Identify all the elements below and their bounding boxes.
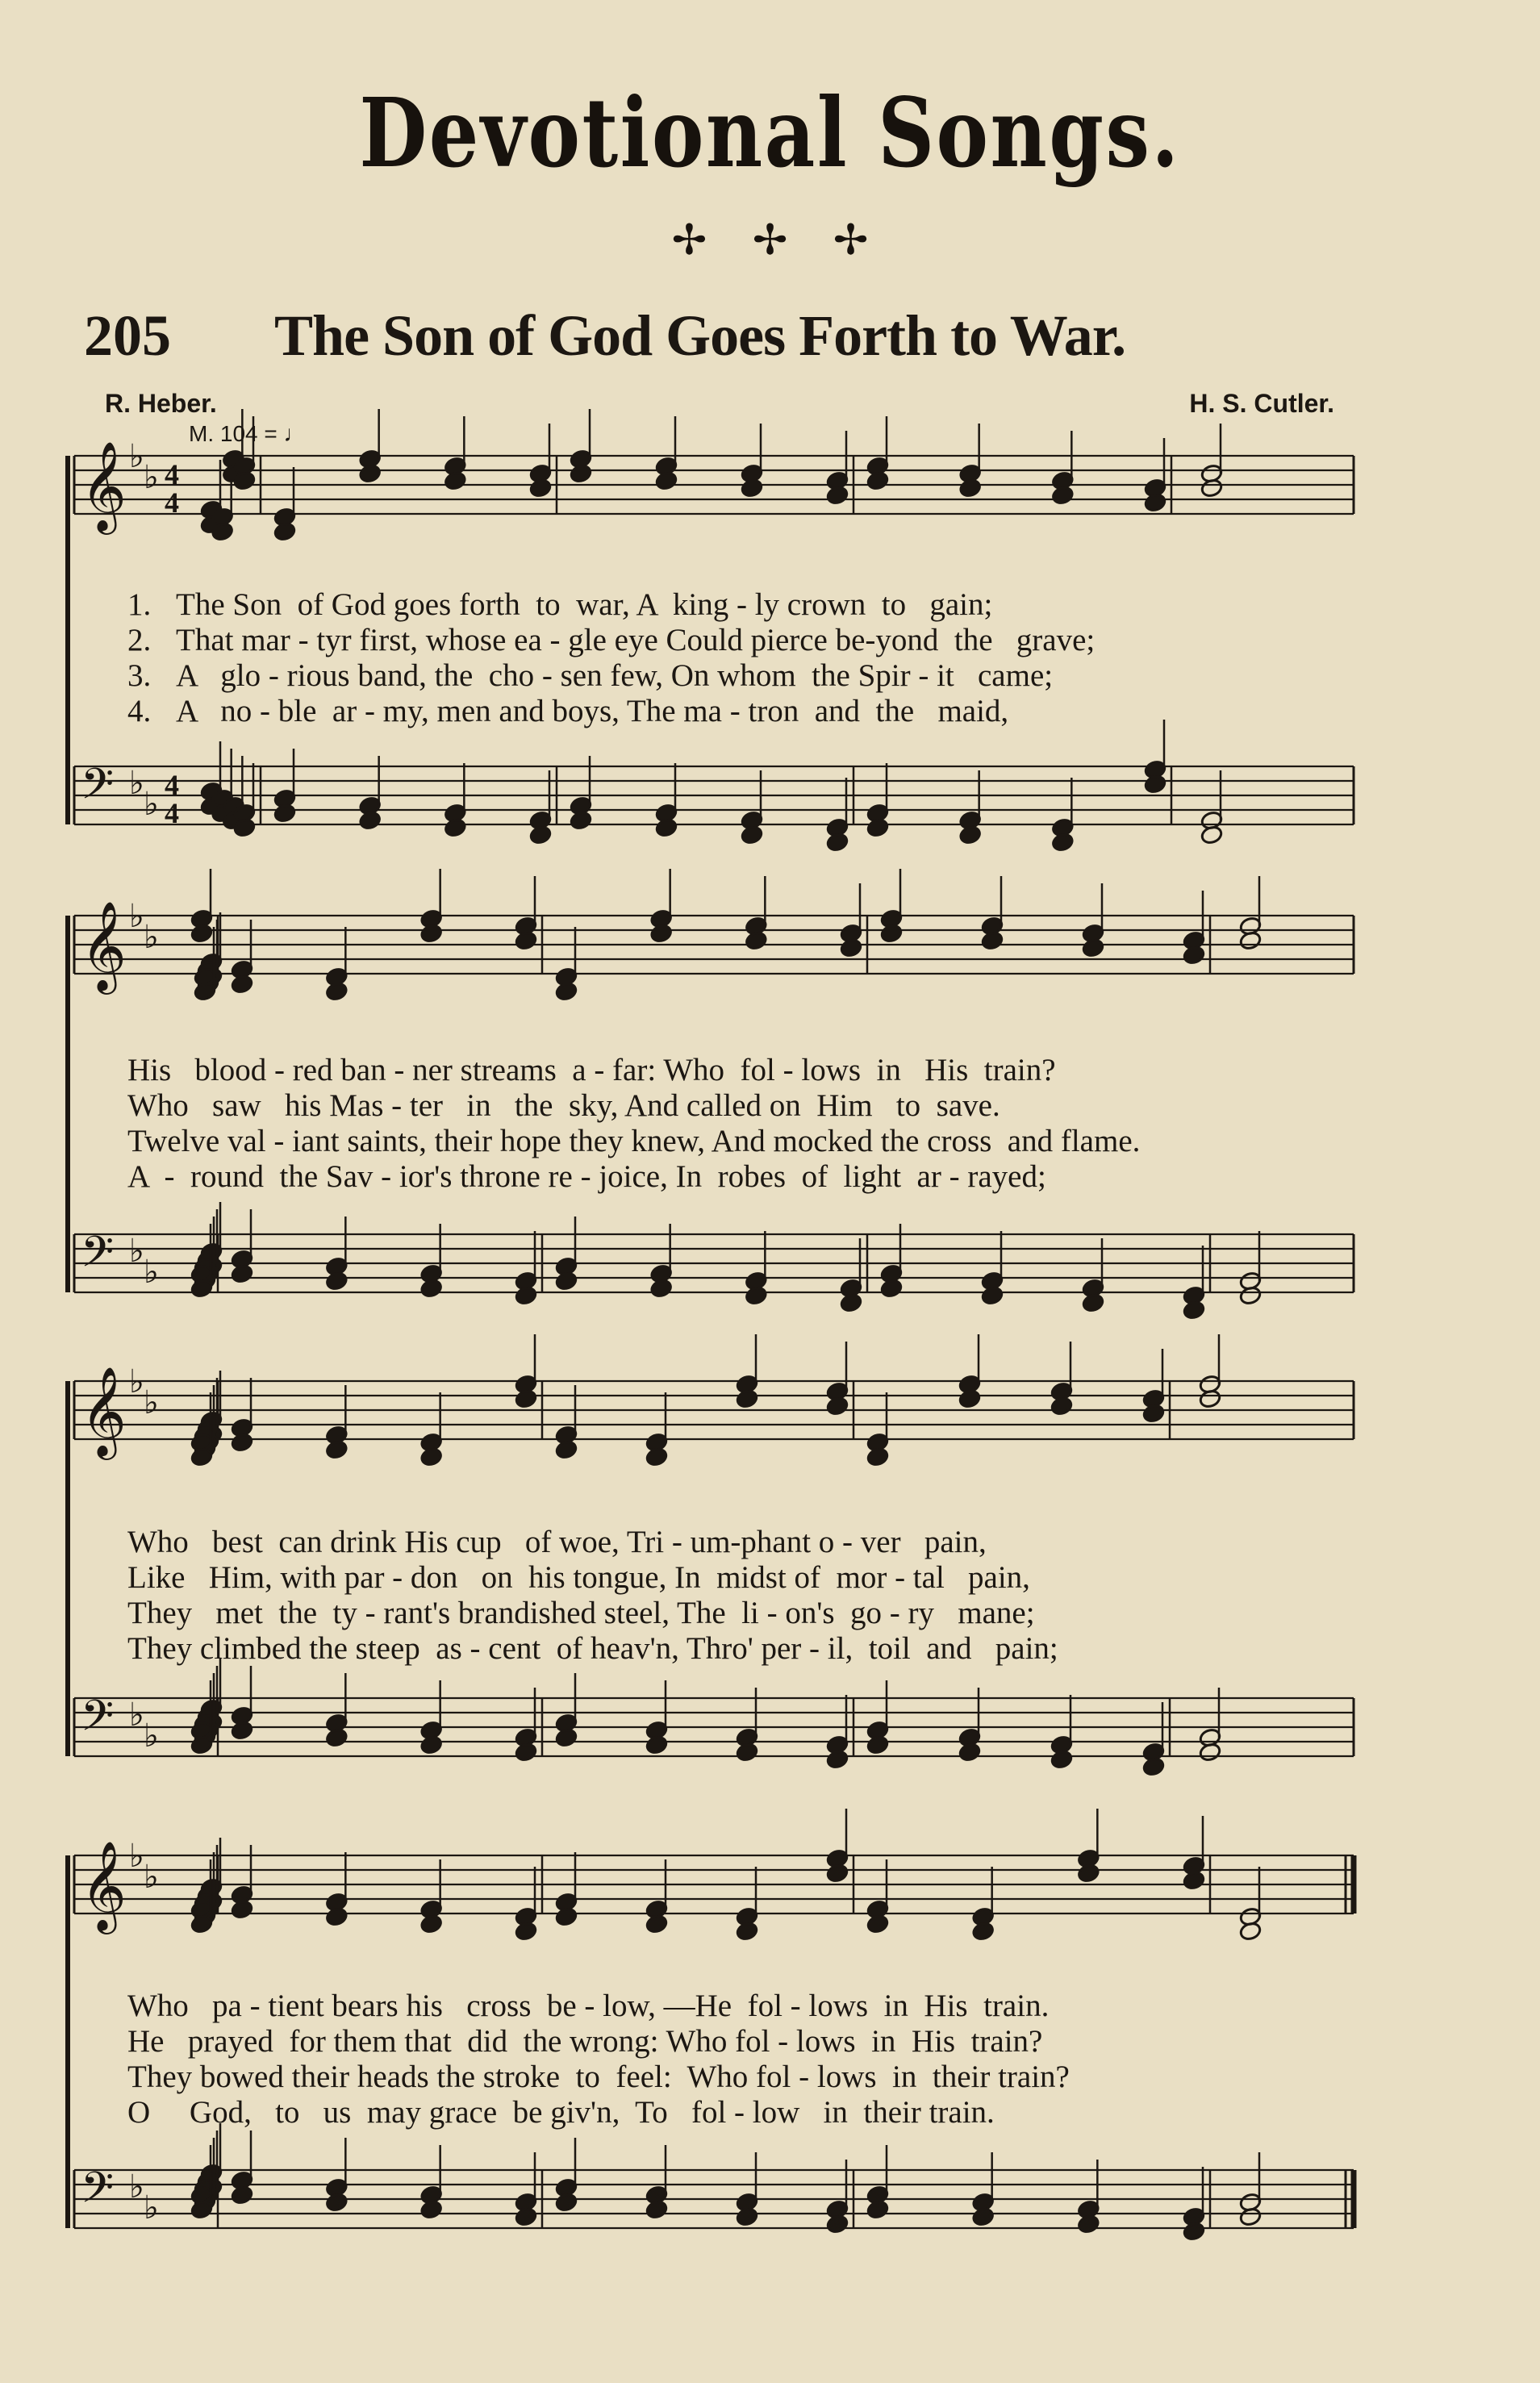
note-head: [419, 923, 443, 943]
note-head: [866, 470, 890, 490]
treble-clef-icon: 𝄞: [81, 1840, 127, 1930]
note-head: [645, 1913, 669, 1934]
note-head: [419, 2199, 443, 2219]
flat-icon: ♭: [129, 438, 144, 475]
note-head: [555, 981, 578, 1001]
note-head: [1183, 1870, 1206, 1890]
lyric-line: [127, 1631, 1338, 1667]
note-head: [971, 1921, 995, 1941]
note-head: [419, 1913, 443, 1934]
flat-icon: ♭: [144, 2189, 159, 2226]
stanza-number: 4.: [127, 694, 152, 728]
note-head: [555, 2192, 578, 2212]
note-head: [958, 478, 982, 498]
note-head: [741, 824, 764, 845]
note-head: [866, 2199, 890, 2219]
note-head: [231, 2185, 254, 2205]
flat-icon: ♭: [129, 1233, 144, 1270]
note-head: [1077, 2214, 1100, 2234]
note-head: [1077, 1863, 1100, 1883]
note-head: [880, 1278, 904, 1298]
note-head: [880, 923, 904, 943]
note-head: [645, 1734, 669, 1755]
note-head: [958, 824, 982, 845]
note-head: [1199, 1388, 1222, 1409]
treble-clef-icon: 𝄞: [81, 900, 127, 991]
note-head: [231, 1263, 254, 1283]
lyric-text: He prayed for them that did the wrong: Who fol - lows in His train?: [127, 2024, 1043, 2059]
note-head: [570, 463, 593, 483]
note-head: [555, 1727, 578, 1747]
note-head: [1051, 832, 1075, 852]
flat-icon: ♭: [129, 1363, 144, 1400]
note-head: [273, 803, 297, 823]
bass-clef-icon: 𝄢: [81, 1228, 115, 1287]
note-head: [840, 937, 863, 958]
note-head: [190, 923, 214, 943]
note-head: [1199, 1742, 1222, 1762]
flat-icon: ♭: [129, 898, 144, 935]
lyricist-credit: R. Heber.: [105, 389, 217, 418]
lyric-line: [127, 1596, 1338, 1631]
stanza-number: 1.: [127, 587, 152, 622]
note-head: [325, 1439, 348, 1459]
note-head: [1183, 945, 1206, 965]
tempo-marking: M. 104 = ♩: [189, 421, 307, 446]
note-head: [655, 470, 678, 490]
note-head: [826, 832, 849, 852]
time-signature: 4: [165, 458, 179, 490]
note-head: [866, 1446, 890, 1467]
note-head: [649, 1278, 673, 1298]
lyric-text: Who best can drink His cup of woe, Tri - um-phant o - ver pain,: [127, 1525, 987, 1559]
bass-clef-icon: 𝄢: [81, 760, 115, 820]
note-head: [515, 1388, 538, 1409]
time-signature: 4: [165, 769, 179, 801]
note-head: [826, 485, 849, 505]
note-head: [1239, 1285, 1262, 1305]
note-head: [981, 930, 1004, 950]
note-head: [1239, 2206, 1262, 2226]
note-head: [971, 2206, 995, 2226]
note-head: [231, 1432, 254, 1452]
note-head: [958, 1742, 982, 1762]
ornament-row: ✢ ✢ ✢: [671, 216, 869, 265]
note-head: [1050, 1396, 1074, 1416]
note-head: [1082, 1292, 1105, 1313]
note-head: [736, 1742, 759, 1762]
note-head: [555, 1439, 578, 1459]
note-head: [325, 1906, 348, 1926]
lyric-line: [127, 658, 1338, 694]
note-head: [1200, 824, 1224, 845]
stanza-number: 3.: [127, 658, 152, 693]
note-head: [325, 981, 348, 1001]
note-head: [1144, 492, 1167, 512]
lyric-line: [127, 1989, 1338, 2024]
lyric-line: [127, 2060, 1338, 2095]
note-head: [826, 1749, 849, 1769]
note-head: [826, 2214, 849, 2234]
lyric-line: [127, 2024, 1338, 2060]
note-head: [231, 1720, 254, 1740]
note-head: [1183, 1300, 1206, 1320]
note-head: [1183, 2221, 1206, 2241]
note-head: [1082, 937, 1105, 958]
lyric-text: Like Him, with par - don on his tongue, In midst of mor - tal pain,: [127, 1560, 1030, 1595]
note-head: [231, 974, 254, 994]
note-head: [745, 1285, 768, 1305]
lyric-line: [127, 1053, 1338, 1088]
note-head: [444, 817, 467, 837]
lyric-text: A no - ble ar - my, men and boys, The ma - tron and the maid,: [176, 694, 1009, 728]
lyric-line: [127, 1088, 1338, 1124]
flat-icon: ♭: [144, 459, 159, 496]
note-head: [736, 1921, 759, 1941]
note-head: [570, 810, 593, 830]
note-head: [515, 1921, 538, 1941]
note-head: [840, 1292, 863, 1313]
composer-credit: H. S. Cutler.: [1189, 389, 1334, 418]
note-head: [419, 1734, 443, 1755]
time-signature: 4: [165, 797, 179, 829]
bass-clef-icon: 𝄢: [81, 1692, 115, 1751]
note-head: [1142, 1756, 1166, 1776]
treble-clef-icon: 𝄞: [81, 1366, 127, 1456]
note-head: [419, 1446, 443, 1467]
note-head: [325, 2192, 348, 2212]
stanza-number: 2.: [127, 623, 152, 657]
note-head: [741, 478, 764, 498]
flat-icon: ♭: [144, 786, 159, 823]
lyric-line: [127, 1124, 1338, 1159]
note-head: [1051, 485, 1075, 505]
lyric-text: Twelve val - iant saints, their hope they knew, And mocked the cross and flame.: [127, 1124, 1141, 1158]
note-head: [649, 923, 673, 943]
lyric-line: [127, 1560, 1338, 1596]
flat-icon: ♭: [129, 765, 144, 802]
lyric-line: [127, 1159, 1338, 1195]
note-head: [515, 1285, 538, 1305]
note-head: [655, 817, 678, 837]
note-head: [866, 817, 890, 837]
note-head: [419, 1278, 443, 1298]
note-head: [866, 1913, 890, 1934]
note-head: [231, 1899, 254, 1919]
lyric-text: They climbed the steep as - cent of heav'n, Thro' per - il, toil and pain;: [127, 1631, 1058, 1666]
note-head: [529, 478, 553, 498]
note-head: [529, 824, 553, 845]
page-title: Devotional Songs.: [359, 77, 1181, 189]
note-head: [1144, 774, 1167, 794]
hymn-number: 205: [84, 303, 171, 368]
lyric-line: [127, 2095, 1338, 2131]
lyric-line: [127, 587, 1338, 623]
lyric-text: They bowed their heads the stroke to feel: Who fol - lows in their train?: [127, 2060, 1070, 2094]
note-head: [736, 1388, 759, 1409]
note-head: [1142, 1403, 1166, 1423]
flat-icon: ♭: [129, 2168, 144, 2206]
note-head: [645, 1446, 669, 1467]
note-head: [645, 2199, 669, 2219]
note-head: [555, 1906, 578, 1926]
note-head: [358, 810, 382, 830]
lyric-line: [127, 623, 1338, 658]
lyric-line: [127, 694, 1338, 729]
time-signature: 4: [165, 486, 179, 519]
lyric-text: That mar - tyr first, whose ea - gle eye Could pierce be-yond the grave;: [176, 623, 1096, 657]
note-head: [745, 930, 768, 950]
note-head: [1239, 1921, 1262, 1941]
lyric-text: O God, to us may grace be giv'n, To fol - low in their train.: [127, 2095, 995, 2130]
hymn-title: The Son of God Goes Forth to War.: [274, 303, 1126, 368]
flat-icon: ♭: [144, 1717, 159, 1755]
note-head: [325, 1271, 348, 1291]
note-head: [958, 1388, 982, 1409]
note-head: [866, 1734, 890, 1755]
note-head: [515, 2206, 538, 2226]
note-head: [826, 1396, 849, 1416]
lyric-text: Who pa - tient bears his cross be - low, —He fol - lows in His train.: [127, 1989, 1050, 2023]
lyric-text: They met the ty - rant's brandished steel, The li - on's go - ry mane;: [127, 1596, 1035, 1630]
note-head: [1050, 1749, 1074, 1769]
lyric-text: A - round the Sav - ior's throne re - joice, In robes of light ar - rayed;: [127, 1159, 1046, 1194]
note-head: [325, 1727, 348, 1747]
note-head: [1200, 478, 1224, 498]
note-head: [444, 470, 467, 490]
flat-icon: ♭: [129, 1696, 144, 1734]
note-head: [981, 1285, 1004, 1305]
flat-icon: ♭: [144, 919, 159, 956]
lyric-text: A glo - rious band, the cho - sen few, On whom the Spir - it came;: [176, 658, 1054, 693]
flat-icon: ♭: [144, 1859, 159, 1896]
note-head: [273, 521, 297, 541]
flat-icon: ♭: [144, 1254, 159, 1291]
note-head: [555, 1271, 578, 1291]
note-head: [358, 463, 382, 483]
lyric-text: The Son of God goes forth to war, A king - ly crown to gain;: [176, 587, 993, 622]
flat-icon: ♭: [129, 1838, 144, 1875]
note-head: [826, 1863, 849, 1883]
lyric-line: [127, 1525, 1338, 1560]
lyric-text: Who saw his Mas - ter in the sky, And called on Him to save.: [127, 1088, 1000, 1123]
flat-icon: ♭: [144, 1384, 159, 1421]
lyric-text: His blood - red ban - ner streams a - far: Who fol - lows in His train?: [127, 1053, 1056, 1087]
note-head: [1239, 930, 1262, 950]
note-head: [515, 1742, 538, 1762]
bass-clef-icon: 𝄢: [81, 2164, 115, 2223]
note-head: [736, 2206, 759, 2226]
treble-clef-icon: 𝄞: [81, 440, 127, 531]
note-head: [515, 930, 538, 950]
